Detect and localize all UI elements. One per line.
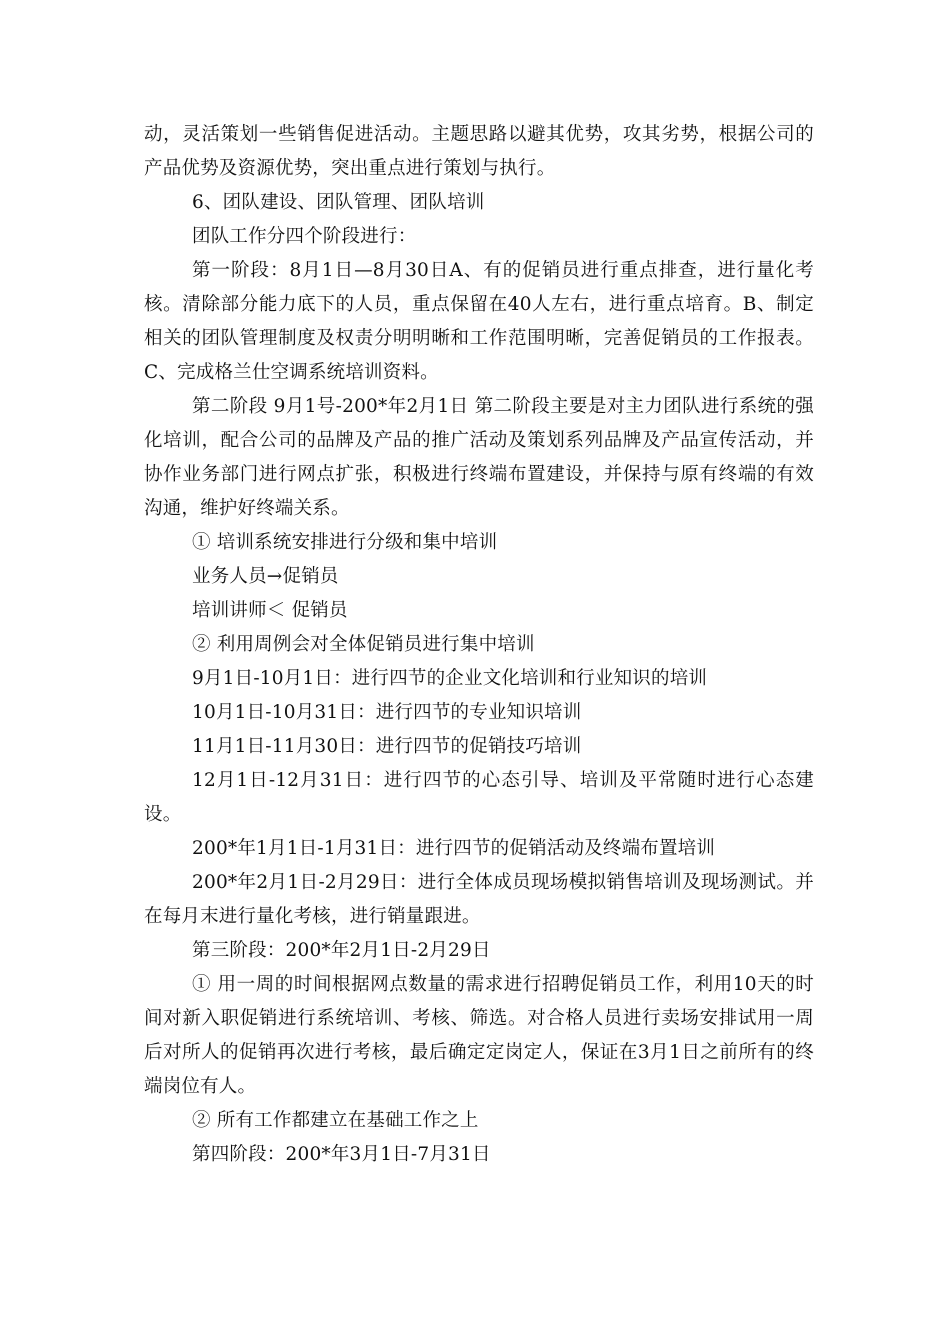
schedule-item-february: 200*年2月1日-2月29日：进行全体成员现场模拟销售培训及现场测试。并在每月末进行量化考核，进行销量跟进。 [144, 872, 814, 927]
paragraph-stage-three-heading: 第三阶段：200*年2月1日-2月29日 [192, 940, 491, 961]
section-heading-team: 6、团队建设、团队管理、团队培训 [192, 192, 485, 213]
document-body [144, 118, 814, 1172]
paragraph-stage-three-foundation: ② 所有工作都建立在基础工作之上 [192, 1110, 479, 1131]
paragraph-stage-one: 第一阶段：8月1日—8月30日A、有的促销员进行重点排查，进行量化考核。清除部分能力底下的人员，重点保留在40人左右，进行重点培育。B、制定相关的团队管理制度及权责分明明晰和工作范围明晰，完善促销员的工作报表。C、完成格兰仕空调系统培训资料。 [144, 260, 814, 383]
schedule-item-september: 9月1日-10月1日：进行四节的企业文化培训和行业知识的培训 [192, 668, 708, 689]
schedule-item-january: 200*年1月1日-1月31日：进行四节的促销活动及终端布置培训 [192, 838, 716, 859]
paragraph-team-stages-intro: 团队工作分四个阶段进行： [192, 226, 417, 247]
list-item-training-system: ① 培训系统安排进行分级和集中培训 [192, 532, 498, 553]
schedule-item-november: 11月1日-11月30日：进行四节的促销技巧培训 [192, 736, 582, 757]
schedule-item-october: 10月1日-10月31日：进行四节的专业知识培训 [192, 702, 582, 723]
paragraph-stage-four-heading: 第四阶段：200*年3月1日-7月31日 [192, 1144, 491, 1165]
paragraph-stage-three-recruitment: ① 用一周的时间根据网点数量的需求进行招聘促销员工作，利用10天的时间对新入职促销进行系统培训、考核、筛选。对合格人员进行卖场安排试用一周后对所人的促销再次进行考核，最后确定定岗定人，保证在3月1日之前所有的终端岗位有人。 [144, 974, 814, 1097]
list-item-business-staff: 业务人员→促销员 [192, 566, 339, 587]
list-item-weekly-meeting: ② 利用周例会对全体促销员进行集中培训 [192, 634, 535, 655]
paragraph-stage-two: 第二阶段 9月1号-200*年2月1日 第二阶段主要是对主力团队进行系统的强化培训，配合公司的品牌及产品的推广活动及策划系列品牌及产品宣传活动，并协作业务部门进行网点扩张，积极进行终端布置建设，并保持与原有终端的有效沟通，维护好终端关系。 [144, 396, 814, 519]
paragraph-continuation: 动，灵活策划一些销售促进活动。主题思路以避其优势，攻其劣势，根据公司的产品优势及资源优势，突出重点进行策划与执行。 [144, 124, 814, 179]
list-item-trainer: 培训讲师＜ 促销员 [192, 600, 348, 621]
schedule-item-december: 12月1日-12月31日：进行四节的心态引导、培训及平常随时进行心态建设。 [144, 770, 814, 825]
